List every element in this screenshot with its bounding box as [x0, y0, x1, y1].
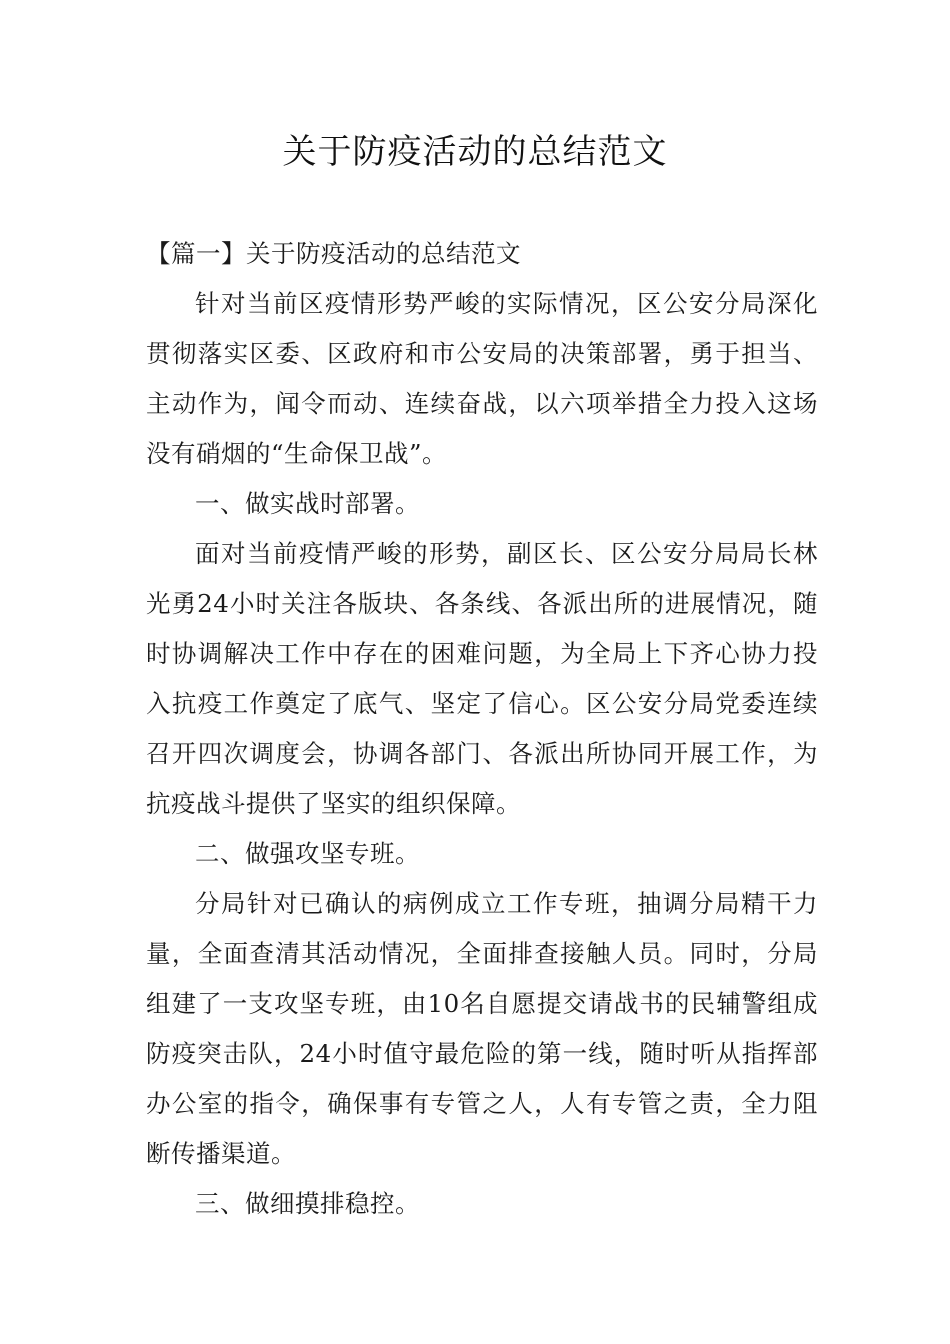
paragraph-2: 分局针对已确认的病例成立工作专班，抽调分局精干力量，全面查清其活动情况，全面排查接触人员。同时，分局组建了一支攻坚专班，由10名自愿提交请战书的民辅警组成防疫突击队，24小时值守最危险的第一线，随时听从指挥部办公室的指令，确保事有专管之人，人有专管之责，全力阻断传播渠道。	[146, 889, 818, 1168]
paragraph-1: 面对当前疫情严峻的形势，副区长、区公安分局局长林光勇24小时关注各版块、各条线、各派出所的进展情况，随时协调解决工作中存在的困难问题，为全局上下齐心协力投入抗疫工作奠定了底气、坚定了信心。区公安分局党委连续召开四次调度会，协调各部门、各派出所协同开展工作，为抗疫战斗提供了坚实的组织保障。	[146, 539, 818, 818]
section-heading: 【篇一】关于防疫活动的总结范文	[146, 239, 521, 268]
document-title: 关于防疫活动的总结范文	[282, 132, 668, 172]
subheading-1: 一、做实战时部署。	[195, 489, 420, 518]
document-body	[146, 229, 818, 1229]
paragraph-intro: 针对当前区疫情形势严峻的实际情况，区公安分局深化贯彻落实区委、区政府和市公安局的决策部署，勇于担当、主动作为，闻令而动、连续奋战，以六项举措全力投入这场没有硝烟的“生命保卫战”。	[146, 289, 818, 468]
subheading-3: 三、做细摸排稳控。	[195, 1189, 420, 1218]
subheading-2: 二、做强攻坚专班。	[195, 839, 420, 868]
